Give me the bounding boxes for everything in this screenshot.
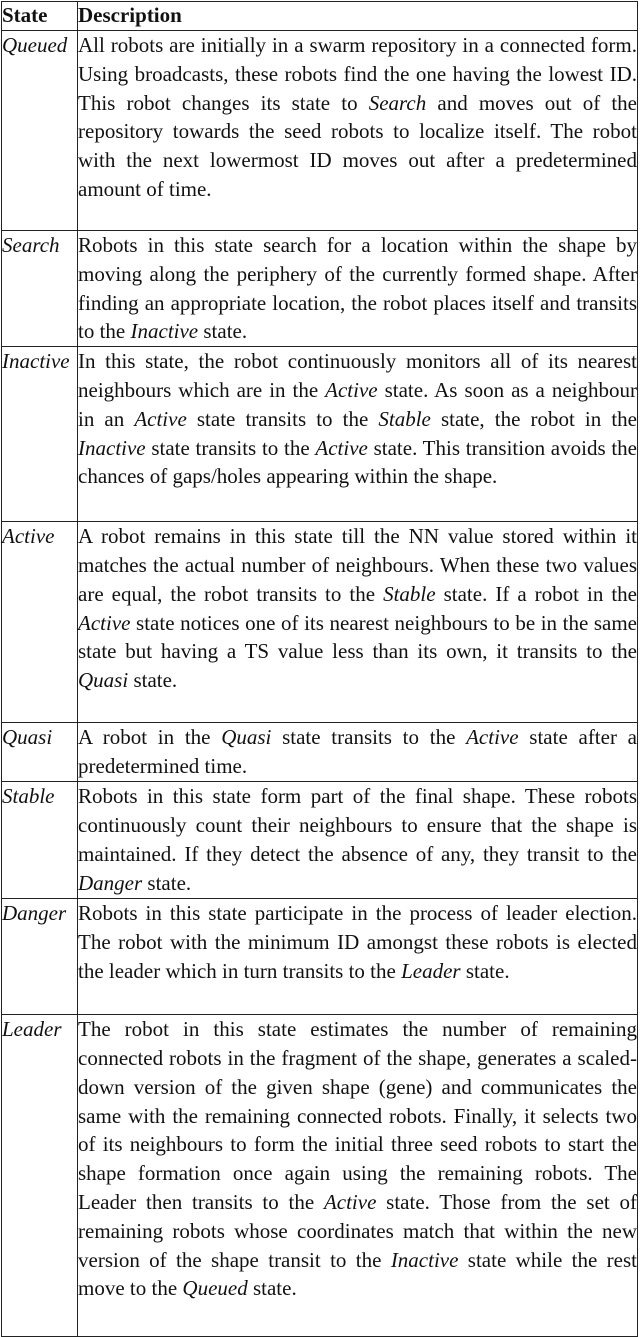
state-cell: Inactive (2, 347, 78, 522)
description-text: The robot in this state estimates the number of remaining connected robots in the fragment of the shape, generates a scaled-down version of the given shape (gene) and communicates the same with the remaining connected robots. Finally, it selects two of its neighbours to form the initial three seed robots to start the shape formation once again using the remaining robots. The Leader then transits to the (78, 1017, 637, 1214)
description-text: state, the robot in the (430, 406, 637, 431)
state-reference: Inactive (390, 1247, 459, 1272)
description-text: state transits to the (186, 406, 379, 431)
state-reference: Stable (378, 406, 431, 431)
state-cell: Search (2, 231, 78, 347)
state-description-table (1, 1, 638, 1337)
table-row (2, 723, 638, 782)
state-reference: Active (466, 725, 519, 750)
header-row (2, 2, 638, 31)
description-text: In this state, the robot continuously monitors all of its nearest neighbours which are in the (78, 349, 637, 402)
description-text: Robots in this state participate in the process of leader election. The robot with the minimum ID amongst these robots is elected the leader which in turn transits to the (78, 901, 637, 983)
state-reference: Leader (401, 958, 461, 983)
description-text: state. (142, 870, 192, 895)
state-reference: Active (134, 406, 187, 431)
state-reference: Active (325, 377, 378, 402)
description-text: state transits to the (145, 435, 316, 460)
table-row (2, 347, 638, 522)
description-text: state. If a robot in the (435, 581, 638, 606)
description-text: state. (128, 668, 178, 693)
state-reference: Active (323, 1189, 377, 1214)
description-cell (78, 347, 638, 522)
state-cell: Active (2, 522, 78, 723)
table-row (2, 231, 638, 347)
description-text: state. This transition avoids the chances of gaps/holes appearing within the shape. (78, 435, 638, 489)
state-reference: Danger (78, 870, 143, 895)
description-text: A robot remains in this state till the NN value stored within it matches the actual number of neighbours. When these two values are equal, the robot transits to the (78, 524, 637, 606)
description-cell (78, 899, 638, 1015)
header-state: State (2, 2, 78, 31)
description-cell (78, 231, 638, 347)
description-text: state after a predetermined time. (78, 725, 637, 778)
description-text: and moves out of the repository towards the seed robots to localize itself. The robot with the next lowermost ID moves out after a predetermined amount of time. (78, 90, 637, 201)
state-reference: Queued (182, 1276, 248, 1301)
description-text: state. (247, 1276, 297, 1301)
description-text: state while the rest move to the (78, 1247, 638, 1301)
description-text: state. (198, 319, 248, 344)
table-row (2, 782, 638, 899)
state-reference: Quasi (221, 725, 272, 750)
state-cell: Leader (2, 1015, 78, 1337)
table-row (2, 522, 638, 723)
description-text: All robots are initially in a swarm repository in a connected form. Using broadcasts, these robots find the one having the lowest ID. This robot changes its state to (78, 33, 637, 115)
header-description: Description (78, 2, 638, 31)
description-text: Robots in this state form part of the final shape. These robots continuously count their neighbours to ensure that the shape is maintained. If they detect the absence of any, they transit to the (78, 784, 637, 866)
description-text: state transits to the (271, 725, 467, 750)
state-reference: Inactive (78, 435, 146, 460)
description-text: state notices one of its nearest neighbours to be in the same state but having a TS value less than its own, it transits to the (78, 610, 637, 664)
state-cell: Stable (2, 782, 78, 899)
state-reference: Active (78, 610, 131, 635)
table-row (2, 1015, 638, 1337)
table-row (2, 31, 638, 231)
description-cell (78, 31, 638, 231)
state-cell: Danger (2, 899, 78, 1015)
description-text: Robots in this state search for a location within the shape by moving along the periphery of the currently formed shape. After finding an appropriate location, the robot places itself and transits to the (78, 233, 637, 344)
state-reference: Stable (383, 581, 436, 606)
state-cell: Quasi (2, 723, 78, 782)
description-text: A robot in the (78, 725, 222, 750)
state-reference: Inactive (130, 319, 199, 344)
description-text: state. As soon as a neighbour in an (78, 377, 637, 431)
description-text: state. (460, 958, 510, 983)
state-cell: Queued (2, 31, 78, 231)
state-reference: Quasi (78, 668, 129, 693)
description-cell (78, 1015, 638, 1337)
state-reference: Search (368, 90, 427, 115)
table-row (2, 899, 638, 1015)
description-cell (78, 723, 638, 782)
description-cell (78, 782, 638, 899)
description-cell (78, 522, 638, 723)
description-text: state. Those from the set of remaining robots whose coordinates match that within the new version of the shape transit to the (78, 1189, 637, 1272)
state-reference: Active (315, 435, 368, 460)
